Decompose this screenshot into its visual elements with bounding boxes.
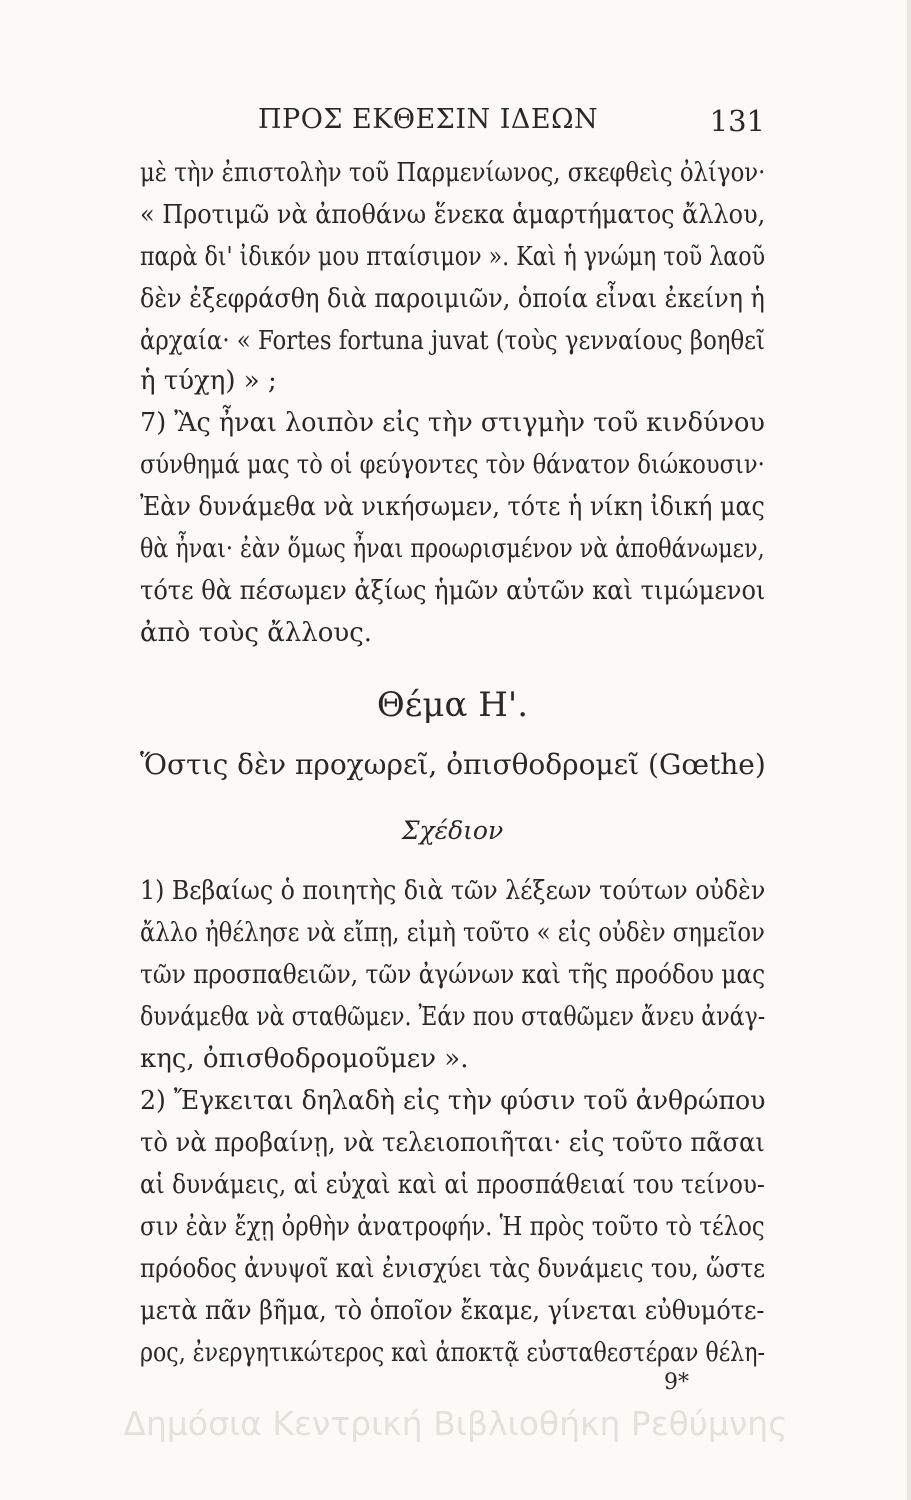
text-line: ἄλλο ἠθέλησε νὰ εἴπῃ, εἰμὴ τοῦτο « εἰς οὐδὲν σημεῖον bbox=[140, 918, 765, 948]
text-line: κης, ὀπισθοδρομοῦμεν ». bbox=[140, 1044, 469, 1074]
text-line: 2) Ἔγκειται δηλαδὴ εἰς τὴν φύσιν τοῦ ἀνθρώπου bbox=[140, 1086, 766, 1116]
text-line: τότε θὰ πέσωμεν ἀξίως ἡμῶν αὐτῶν καὶ τιμώμενοι bbox=[140, 576, 766, 606]
running-title: ΠΡΟΣ ΕΚΘΕΣΙΝ ΙΔΕΩΝ bbox=[258, 104, 599, 135]
page-number: 131 bbox=[709, 104, 765, 138]
text-line: μὲ τὴν ἐπιστολὴν τοῦ Παρμενίωνος, σκεφθεὶς ὀλίγον· bbox=[140, 158, 766, 188]
text-line: σιν ἐὰν ἔχῃ ὀρθὴν ἀνατροφήν. Ἡ πρὸς τοῦτο τὸ τέλος bbox=[140, 1212, 765, 1242]
section-heading: Θέμα Η'. bbox=[376, 685, 529, 725]
text-line: δυνάμεθα νὰ σταθῶμεν. Ἐάν που σταθῶμεν ἄνευ ἀνάγ- bbox=[140, 1002, 766, 1032]
page-edge bbox=[907, 0, 911, 1500]
text-line: δὲν ἐξεφράσθη διὰ παροιμιῶν, ὁποία εἶναι ἐκείνη ἡ bbox=[140, 284, 765, 314]
text-line: παρὰ δι' ἰδικόν μου πταίσιμον ». Καὶ ἡ γνώμη τοῦ λαοῦ bbox=[140, 242, 766, 272]
text-line: ἡ τύχη) » ; bbox=[140, 366, 277, 396]
text-line: θὰ ἦναι· ἐὰν ὅμως ἦναι προωρισμένον νὰ ἀποθάνωμεν, bbox=[140, 534, 765, 564]
text-line: Ἐὰν δυνάμεθα νὰ νικήσωμεν, τότε ἡ νίκη ἰδική μας bbox=[140, 492, 765, 522]
sketch-label: Σχέδιον bbox=[401, 816, 504, 845]
text-line: ρος, ἐνεργητικώτερος καὶ ἀποκτᾷ εὐσταθεστέραν θέλη- bbox=[140, 1338, 765, 1368]
text-line: τῶν προσπαθειῶν, τῶν ἀγώνων καὶ τῆς προόδου μας bbox=[140, 960, 766, 990]
text-line: ἀρχαία· « Fortes fortuna juvat (τοὺς γενναίους βοηθεῖ bbox=[140, 326, 765, 356]
signature-mark: 9* bbox=[664, 1370, 689, 1395]
text-line: « Προτιμῶ νὰ ἀποθάνω ἕνεκα ἁμαρτήματος ἄλλου, bbox=[140, 200, 766, 230]
text-line: 7) Ἂς ἦναι λοιπὸν εἰς τὴν στιγμὴν τοῦ κινδύνου bbox=[140, 408, 765, 438]
text-line: αἱ δυνάμεις, αἱ εὐχαὶ καὶ αἱ προσπάθειαί του τείνου- bbox=[140, 1170, 765, 1200]
library-watermark: Δημόσια Κεντρική Βιβλιοθήκη Ρεθύμνης bbox=[123, 1404, 788, 1443]
section-subtitle: Ὅστις δὲν προχωρεῖ, ὀπισθοδρομεῖ (Gœthe) bbox=[140, 748, 766, 781]
page-header bbox=[140, 104, 765, 144]
text-line: ἀπὸ τοὺς ἄλλους. bbox=[140, 618, 373, 648]
text-line: 1) Βεβαίως ὁ ποιητὴς διὰ τῶν λέξεων τούτων οὐδὲν bbox=[140, 876, 766, 906]
text-line: πρόοδος ἀνυψοῖ καὶ ἐνισχύει τὰς δυνάμεις του, ὥστε bbox=[140, 1254, 766, 1284]
text-line: μετὰ πᾶν βῆμα, τὸ ὁποῖον ἔκαμε, γίνεται εὐθυμότε- bbox=[140, 1296, 765, 1326]
text-line: τὸ νὰ προβαίνῃ, νὰ τελειοποιῆται· εἰς τοῦτο πᾶσαι bbox=[140, 1128, 765, 1158]
text-line: σύνθημά μας τὸ οἱ φεύγοντες τὸν θάνατον διώκουσιν· bbox=[140, 450, 765, 480]
